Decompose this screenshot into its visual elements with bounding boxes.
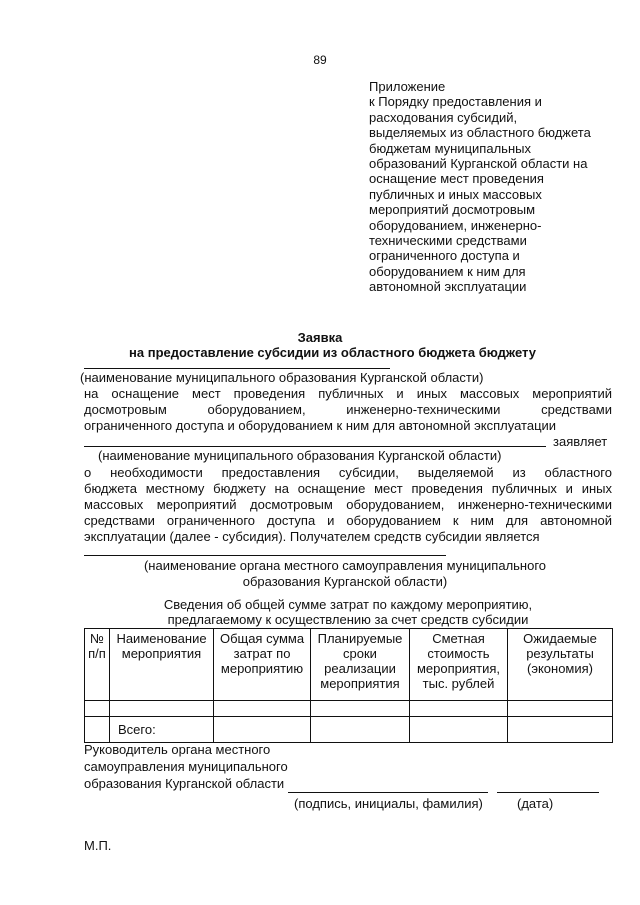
appendix-line: автономной эксплуатации [369, 279, 527, 295]
appendix-line: оснащение мест проведения [369, 171, 544, 187]
table-cell[interactable] [410, 717, 508, 743]
column-header: Сметная стоимость мероприятия, тыс. рублей [410, 629, 508, 701]
signature-line: самоуправления муниципального [84, 759, 288, 774]
appendix-line: ограниченного доступа и [369, 248, 520, 264]
appendix-line: расходования субсидий, [369, 109, 518, 125]
page-number: 89 [313, 53, 327, 67]
appendix-line: выделяемых из областного бюджета [369, 125, 591, 141]
declares-label: заявляет [553, 434, 608, 449]
appendix-line: техническими средствами [369, 233, 527, 249]
appendix-line: бюджетам муниципальных [369, 140, 531, 156]
table-cell[interactable] [214, 717, 311, 743]
table-cell[interactable] [110, 701, 214, 717]
date-field[interactable] [497, 792, 599, 793]
table-cell[interactable] [85, 701, 110, 717]
appendix-line: оборудованием к ним для [369, 263, 526, 279]
recipient-hint: образования Курганской области) [242, 574, 448, 589]
municipality-name-field[interactable] [84, 368, 390, 369]
appendix-line: публичных и иных массовых [369, 186, 542, 202]
table-cell[interactable] [214, 701, 311, 717]
need-line: эксплуатации (далее - субсидия). Получателем средств субсидии является [84, 529, 540, 544]
signature-line: Руководитель органа местного [84, 742, 271, 757]
table-cell[interactable] [508, 717, 613, 743]
info-heading: Сведения об общей сумме затрат по каждому мероприятию, [163, 597, 533, 612]
column-header: Планируемые сроки реализации мероприятия [311, 629, 410, 701]
municipality-name-field-2[interactable] [84, 446, 546, 447]
table-cell [85, 717, 110, 743]
stamp-place: М.П. [84, 838, 112, 853]
table-cell[interactable] [410, 701, 508, 717]
need-line: о необходимости предоставления субсидии, выделяемой из областного [84, 465, 612, 480]
info-heading: предлагаемому к осуществлению за счет средств субсидии [167, 612, 529, 627]
appendix-line: мероприятий досмотровым [369, 202, 536, 218]
appendix-line: к Порядку предоставления и [369, 94, 542, 110]
recipient-body-field[interactable] [84, 555, 446, 556]
table-cell[interactable] [311, 701, 410, 717]
column-header: Ожидаемые результаты (экономия) [508, 629, 613, 701]
municipality-hint-2: (наименование муниципального образования Курганской области) [98, 448, 502, 463]
appendix-line: образований Курганской области на [369, 156, 588, 172]
recipient-hint: (наименование органа местного самоуправления муниципального [143, 558, 547, 573]
appendix-line: Приложение [369, 79, 446, 94]
municipality-hint: (наименование муниципального образования Курганской области) [80, 370, 484, 385]
table-row[interactable] [85, 701, 613, 717]
table-total-row [85, 717, 613, 743]
document-title: Заявка [297, 330, 343, 345]
need-line: средствами ограниченного доступа и оборудованием к ним для автономной [84, 513, 612, 528]
table-header-row [85, 629, 613, 701]
appendix-block [369, 79, 619, 295]
signature-caption: (подпись, инициалы, фамилия) [294, 796, 483, 811]
costs-table [84, 628, 613, 743]
appendix-line: оборудованием, инженерно- [369, 217, 542, 233]
total-label: Всего: [110, 717, 214, 743]
purpose-line: ограниченного доступа и оборудованием к ним для автономной эксплуатации [84, 418, 557, 433]
signature-line: образования Курганской области [84, 776, 285, 791]
table-cell[interactable] [311, 717, 410, 743]
purpose-line: на оснащение мест проведения публичных и иных массовых мероприятий [84, 386, 612, 401]
signature-field[interactable] [288, 792, 488, 793]
document-subtitle: на предоставление субсидии из областного бюджета бюджету [129, 345, 536, 360]
need-line: бюджета местному бюджету на оснащение мест проведения публичных и иных [84, 481, 612, 496]
table-cell[interactable] [508, 701, 613, 717]
purpose-line: досмотровым оборудованием, инженерно-техническими средствами [84, 402, 612, 417]
column-header: № п/п [85, 629, 110, 701]
column-header: Наименование мероприятия [110, 629, 214, 701]
date-caption: (дата) [517, 796, 554, 811]
column-header: Общая сумма затрат по мероприятию [214, 629, 311, 701]
signature-block [84, 741, 344, 792]
need-line: массовых мероприятий досмотровым оборудованием, инженерно-техническими [84, 497, 612, 512]
